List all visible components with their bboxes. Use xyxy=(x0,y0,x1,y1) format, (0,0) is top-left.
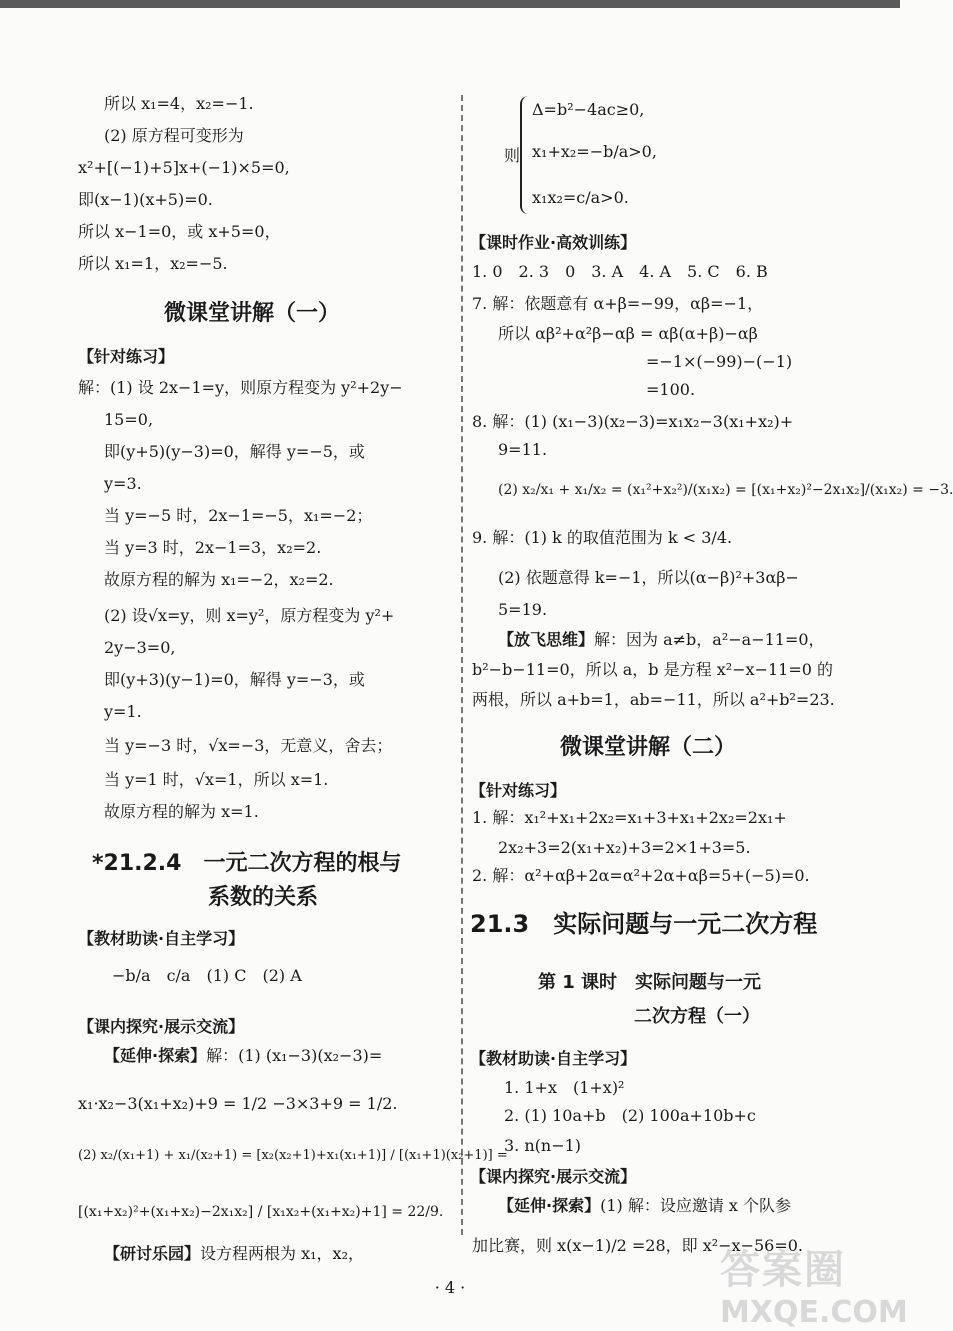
page-number: · 4 · xyxy=(434,1278,466,1297)
section-heading: 微课堂讲解（二） xyxy=(560,735,737,760)
section-tag: 【针对练习】 xyxy=(470,781,567,800)
section-tag: 【教材助读·自主学习】 xyxy=(470,1049,637,1068)
text-line: x₁+x₂=−b/a>0, xyxy=(532,142,657,161)
text-line: [(x₁+x₂)²+(x₁+x₂)−2x₁x₂] / [x₁x₂+(x₁+x₂)+1] = 22/9. xyxy=(78,1204,444,1220)
text-line: 故原方程的解为 x=1. xyxy=(104,802,259,821)
text-line: 加比赛，则 x(x−1)/2 =28，即 x²−x−56=0. xyxy=(472,1236,804,1255)
text-line: 即(x−1)(x+5)=0. xyxy=(78,190,213,209)
brace-symbol xyxy=(520,96,532,214)
lesson-heading: 二次方程（一） xyxy=(634,1006,760,1027)
text-line: (2) 原方程可变形为 xyxy=(104,126,244,145)
text-line: 7. 解：依题意有 α+β=−99，αβ=−1， xyxy=(472,294,764,313)
text-line: (2) 依题意得 k=−1，所以(α−β)²+3αβ− xyxy=(498,568,799,587)
text-line: −b/a c/a (1) C (2) A xyxy=(112,966,302,985)
text-line: 2y−3=0, xyxy=(104,638,176,657)
text-line: 9=11. xyxy=(498,440,548,459)
text-line: 当 y=−3 时，√x=−3，无意义，舍去； xyxy=(104,736,393,755)
text-line: 1. 解：x₁²+x₁+2x₂=x₁+3+x₁+2x₂=2x₁+ xyxy=(472,808,787,827)
lesson-heading: 第 1 课时 实际问题与一元 xyxy=(538,972,762,993)
text-line: 9. 解：(1) k 的取值范围为 k < 3/4. xyxy=(472,528,733,547)
text-line: (2) x₂/(x₁+1) + x₁/(x₂+1) = [x₂(x₂+1)+x₁(x₁+1)] / [(x₁+1)(x₂+1)] = xyxy=(78,1148,508,1163)
text-line: 所以 x−1=0，或 x+5=0， xyxy=(78,222,281,241)
text-line: y=3. xyxy=(104,474,142,493)
text-line: x²+[(−1)+5]x+(−1)×5=0, xyxy=(78,158,290,177)
section-heading: 系数的关系 xyxy=(208,885,319,910)
text-line: 5=19. xyxy=(498,600,548,619)
text-line: 当 y=3 时，2x−1=3，x₂=2. xyxy=(104,538,322,557)
text-line: Δ=b²−4ac≥0, xyxy=(532,100,645,119)
section-tag: 【课时作业·高效训练】 xyxy=(470,233,637,252)
text-line: 1. 0 2. 3 0 3. A 4. A 5. C 6. B xyxy=(472,262,768,281)
text-line: 当 y=1 时，√x=1，所以 x=1. xyxy=(104,770,329,789)
text-line: =100. xyxy=(646,380,696,399)
sub-tag: 【研讨乐园】 xyxy=(104,1244,201,1263)
text-line: 即(y+3)(y−1)=0，解得 y=−3，或 xyxy=(104,670,365,689)
watermark-text: 答案圈 xyxy=(720,1247,846,1293)
text-line: 8. 解：(1) (x₁−3)(x₂−3)=x₁x₂−3(x₁+x₂)+ xyxy=(472,412,794,431)
text-line: (2) x₂/x₁ + x₁/x₂ = (x₁²+x₂²)/(x₁x₂) = [(x₁+x₂)²−2x₁x₂]/(x₁x₂) = −3. xyxy=(498,482,953,498)
text-line: b²−b−11=0，所以 a，b 是方程 x²−x−11=0 的 xyxy=(472,660,834,679)
sub-tag: 【延伸·探索】 xyxy=(104,1046,207,1065)
text-line: 解：(1) (x₁−3)(x₂−3)= xyxy=(206,1046,383,1065)
text-line: y=1. xyxy=(104,702,142,721)
text-line: 当 y=−5 时，2x−1=−5，x₁=−2； xyxy=(104,506,373,525)
text-line: (1) 解：设应邀请 x 个队参 xyxy=(600,1196,792,1215)
text-line: 解：(1) 设 2x−1=y，则原方程变为 y²+2y− xyxy=(78,378,403,397)
section-tag: 【教材助读·自主学习】 xyxy=(78,929,245,948)
section-tag: 【针对练习】 xyxy=(78,347,175,366)
text-line: (2) 设√x=y，则 x=y²，原方程变为 y²+ xyxy=(104,606,395,625)
watermark-url: MXQE.COM xyxy=(720,1295,908,1330)
system-prefix: 则 xyxy=(504,146,521,165)
text-line: 所以 x₁=4，x₂=−1. xyxy=(104,94,254,113)
text-line: 即(y+5)(y−3)=0，解得 y=−5，或 xyxy=(104,442,365,461)
column-divider xyxy=(461,95,463,1235)
text-line: x₁·x₂−3(x₁+x₂)+9 = 1/2 −3×3+9 = 1/2. xyxy=(78,1094,398,1113)
section-tag: 【课内探究·展示交流】 xyxy=(470,1167,637,1186)
text-line: 故原方程的解为 x₁=−2，x₂=2. xyxy=(104,570,334,589)
section-heading: 微课堂讲解（一） xyxy=(164,301,341,326)
text-line: 设方程两根为 x₁，x₂， xyxy=(200,1244,364,1263)
text-line: 两根，所以 a+b=1，ab=−11，所以 a²+b²=23. xyxy=(472,690,835,709)
text-line: 2x₂+3=2(x₁+x₂)+3=2×1+3=5. xyxy=(498,838,751,857)
section-heading: *21.2.4 一元二次方程的根与 xyxy=(92,851,402,876)
page-top-border xyxy=(0,0,900,8)
text-line: 2. (1) 10a+b (2) 100a+10b+c xyxy=(504,1106,756,1125)
text-line: 15=0, xyxy=(104,410,154,429)
sub-tag: 【放飞思维】 xyxy=(498,630,595,649)
text-line: 所以 x₁=1，x₂=−5. xyxy=(78,254,228,273)
text-line: 1. 1+x (1+x)² xyxy=(504,1078,625,1097)
text-line: 解：因为 a≠b，a²−a−11=0， xyxy=(594,630,825,649)
watermark xyxy=(720,1238,908,1330)
text-line: 3. n(n−1) xyxy=(504,1136,582,1155)
sub-tag: 【延伸·探索】 xyxy=(498,1196,601,1215)
text-line: =−1×(−99)−(−1) xyxy=(646,352,793,371)
text-line: 2. 解：α²+αβ+2α=α²+2α+αβ=5+(−5)=0. xyxy=(472,866,810,885)
section-heading: 21.3 实际问题与一元二次方程 xyxy=(470,910,818,938)
text-line: x₁x₂=c/a>0. xyxy=(532,188,629,207)
section-tag: 【课内探究·展示交流】 xyxy=(78,1017,245,1036)
text-line: 所以 αβ²+α²β−αβ = αβ(α+β)−αβ xyxy=(498,324,758,343)
